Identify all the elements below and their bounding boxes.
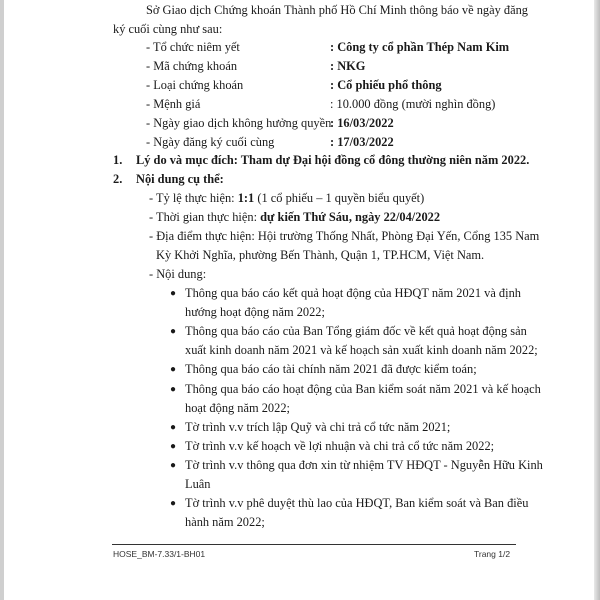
time-label: - Thời gian thực hiện: [149,210,261,224]
list-item-line: Tờ trình v.v trích lập Quỹ và chi trả cổ tức năm 2021; [185,420,451,434]
page-right-edge [594,0,600,600]
page-number: Trang 1/2 [474,549,511,559]
ratio-label: - Tỷ lệ thực hiện: [149,191,238,205]
bullet-icon: ● [170,326,177,337]
list-item-line: hành năm 2022; [185,515,265,529]
form-code: HOSE_BM-7.33/1-BH01 [113,549,206,559]
list-item-line: Thông qua báo cáo của Ban Tổng giám đốc về kết quả hoạt động sản [185,324,527,338]
list-item-line: Luân [185,477,211,491]
bullet-icon: ● [170,364,177,375]
field-value: : 10.000 đồng (mười nghìn đồng) [330,97,496,111]
time-line [149,208,440,227]
time-value: dự kiến Thứ Sáu, ngày 22/04/2022 [260,210,441,224]
ratio-note: (1 cổ phiếu – 1 quyền biểu quyết) [254,191,425,205]
field-value: : Công ty cổ phần Thép Nam Kim [330,40,510,54]
list-item-line: Thông qua báo cáo tài chính năm 2021 đã được kiểm toán; [185,362,477,376]
list-item-line: xuất kinh doanh năm 2021 và kế hoạch sản xuất kinh doanh năm 2022; [185,343,538,357]
bullet-icon: ● [170,498,177,509]
bullet-icon: ● [170,441,177,452]
field-value: : Cổ phiếu phổ thông [330,78,442,92]
list-item-line: hướng hoạt động năm 2022; [185,305,325,319]
footer-divider [112,544,516,545]
section-number: 2. [113,172,123,186]
intro-line-1: Sở Giao dịch Chứng khoán Thành phố Hồ Chí Minh thông báo về ngày đăng [146,3,528,17]
list-item-line: Tờ trình v.v thông qua đơn xin từ nhiệm TV HĐQT - Nguyễn Hữu Kinh [185,458,543,472]
field-value: : NKG [330,59,366,73]
bullet-icon: ● [170,288,177,299]
page-left-edge [0,0,4,600]
field-label: - Mã chứng khoán [146,59,238,73]
bullet-icon: ● [170,384,177,395]
field-label: - Mệnh giá [146,97,201,111]
field-label: - Ngày giao dịch không hưởng quyền [146,116,332,130]
section-text: Lý do và mục đích: Tham dự Đại hội đồng cổ đông thường niên năm 2022. [136,153,530,167]
list-item-line: hoạt động năm 2022; [185,401,290,415]
ratio-line [149,189,424,208]
place-line-1: - Địa điểm thực hiện: Hội trường Thống Nhất, Phòng Đại Yến, Cổng 135 Nam [149,229,540,243]
bullet-icon: ● [170,422,177,433]
field-label: - Loại chứng khoán [146,78,244,92]
section-title: Nội dung cụ thể: [136,172,224,186]
list-item-line: Tờ trình v.v kế hoạch về lợi nhuận và chi trả cổ tức năm 2022; [185,439,495,453]
list-item-line: Tờ trình v.v phê duyệt thù lao của HĐQT, Ban kiểm soát và Ban điều [185,496,529,510]
section-number: 1. [113,153,123,167]
field-label: - Tổ chức niêm yết [146,40,240,54]
list-item-line: Thông qua báo cáo hoạt động của Ban kiểm soát năm 2021 và kế hoạch [185,382,541,396]
field-value: : 16/03/2022 [330,116,394,130]
ratio-value: 1:1 [237,191,255,205]
list-item-line: Thông qua báo cáo kết quả hoạt động của HĐQT năm 2021 và định [185,286,521,300]
bullet-icon: ● [170,460,177,471]
field-label: - Ngày đăng ký cuối cùng [146,135,275,149]
place-line-2: Kỳ Khởi Nghĩa, phường Bến Thành, Quận 1, TP.HCM, Việt Nam. [156,248,485,262]
intro-line-2: ký cuối cùng như sau: [113,22,223,36]
field-value: : 17/03/2022 [330,135,394,149]
content-label: - Nội dung: [149,267,207,281]
